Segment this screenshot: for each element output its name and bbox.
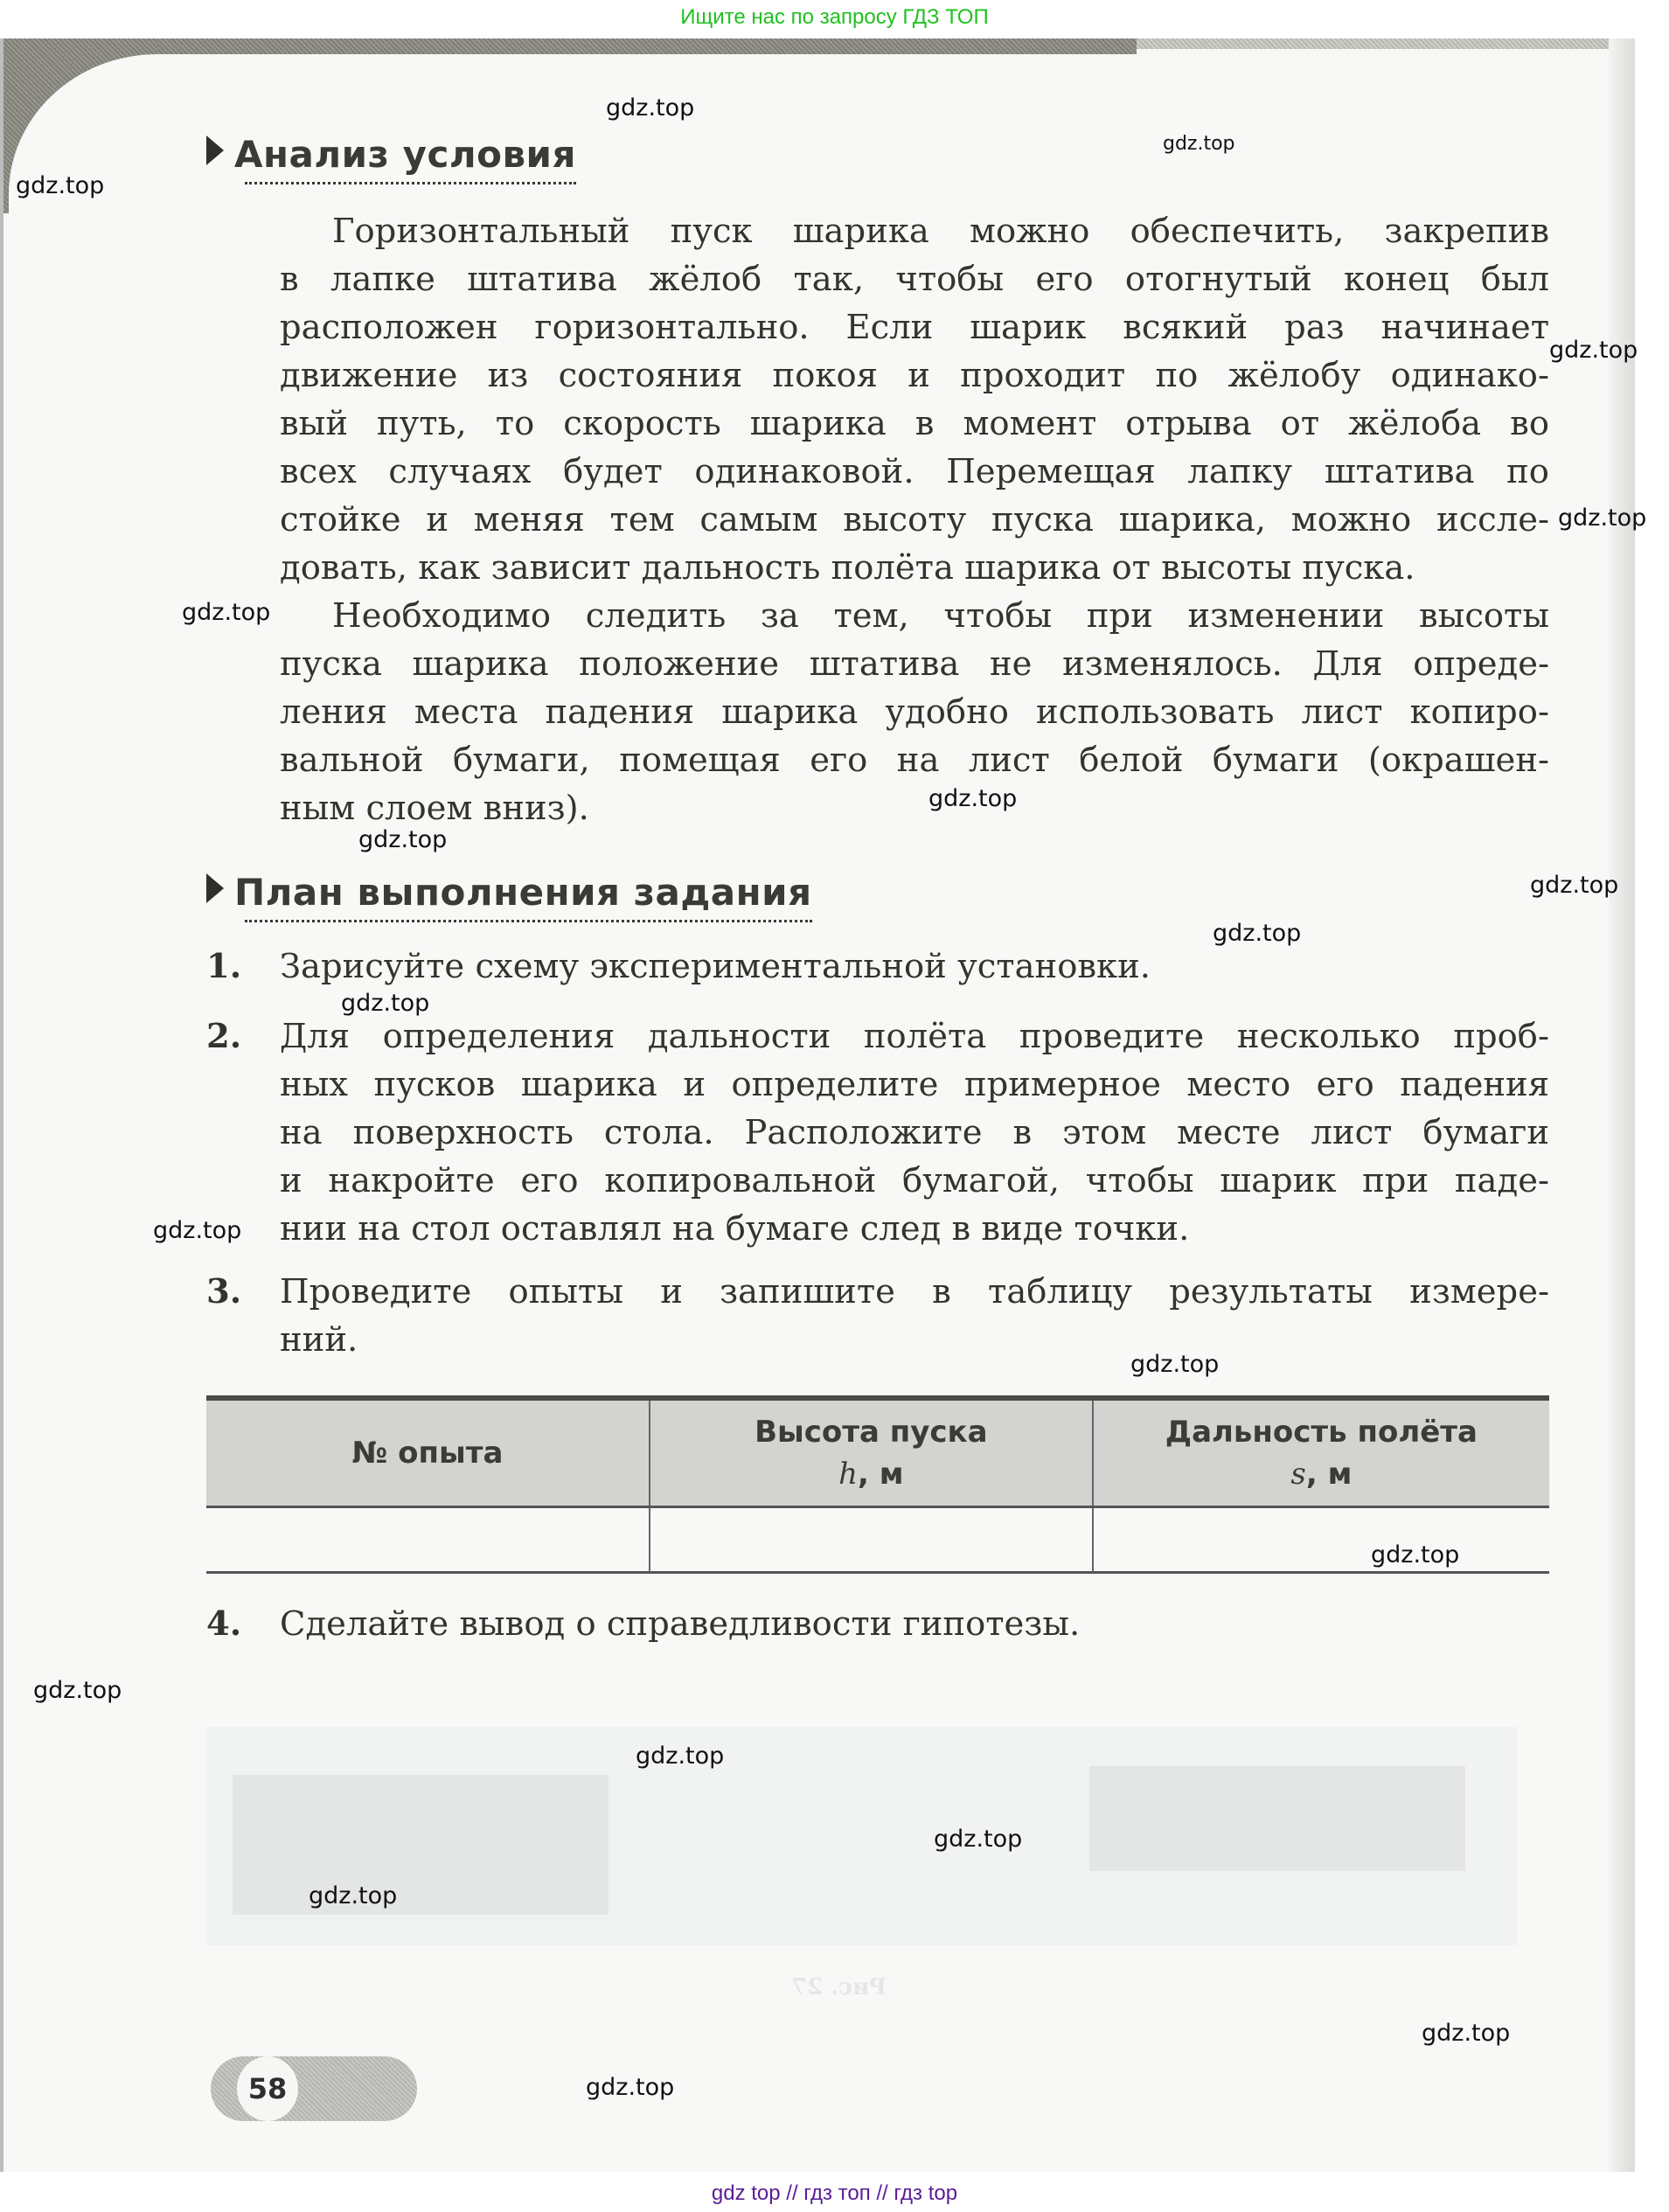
watermark: gdz.top — [1422, 2020, 1511, 2047]
list-item-number: 2. — [206, 1017, 242, 1056]
watermark: gdz.top — [341, 990, 430, 1017]
text-line: нии на стол оставлял на бумаге след в виде точки. — [280, 1209, 1190, 1249]
table-header-row — [206, 1398, 1549, 1507]
plan-item-3 — [280, 1268, 1549, 1364]
header-unit: , м — [857, 1457, 904, 1492]
watermark: gdz.top — [1163, 133, 1235, 155]
watermark: gdz.top — [636, 1742, 725, 1770]
triangle-bullet-icon — [206, 873, 224, 903]
table-cell-trial-number[interactable] — [206, 1507, 650, 1573]
text-line: в лапке штатива жёлоб так, чтобы его отогнутый конец был — [280, 260, 1549, 299]
header-label: Высота пуска — [755, 1415, 988, 1450]
watermark: gdz.top — [309, 1882, 398, 1909]
section-title: Анализ условия — [234, 133, 576, 176]
analysis-paragraph-1 — [280, 207, 1549, 592]
header-variable: h — [838, 1457, 858, 1492]
text-line: Для определения дальности полёта проведите несколько проб- — [280, 1017, 1549, 1056]
section-heading-analysis — [206, 133, 576, 176]
analysis-paragraph-2 — [280, 592, 1549, 832]
figure-caption: Рис. 27 — [791, 1974, 887, 2000]
triangle-bullet-icon — [206, 136, 224, 165]
watermark: gdz.top — [1558, 504, 1647, 532]
text-line: на поверхность стола. Расположите в этом месте лист бумаги — [280, 1113, 1549, 1152]
page-left-edge — [0, 38, 3, 2172]
page-top-shading — [0, 38, 1137, 56]
bottom-banner[interactable]: gdz top // гдз топ // гдз top — [0, 2175, 1669, 2212]
results-table — [206, 1395, 1549, 1574]
page-top-shading-light — [1137, 38, 1635, 49]
text-line: всех случаях будет одинаковой. Перемещая лапку штатива по — [280, 452, 1549, 491]
watermark: gdz.top — [606, 94, 695, 122]
list-item-number: 4. — [206, 1604, 242, 1644]
text-line: ний. — [280, 1320, 358, 1360]
text-line: расположен горизонтально. Если шарик всякий раз начинает — [280, 308, 1549, 347]
dotted-underline — [245, 920, 812, 922]
header-label: Дальность полёта — [1165, 1415, 1478, 1450]
page-number-badge — [211, 2056, 417, 2121]
text-line: вальной бумаги, помещая его на лист белой бумаги (окрашен- — [280, 741, 1549, 780]
table-cell-launch-height[interactable] — [650, 1507, 1093, 1573]
watermark: gdz.top — [33, 1677, 122, 1704]
text-line: Зарисуйте схему экспериментальной установки. — [280, 947, 1151, 986]
column-header-flight-distance — [1093, 1398, 1549, 1507]
text-line: Необходимо следить за тем, чтобы при изменении высоты — [332, 596, 1549, 636]
list-item-number: 3. — [206, 1272, 242, 1311]
text-line: вый путь, то скорость шарика в момент отрыва от жёлоба во — [280, 404, 1549, 443]
watermark: gdz.top — [153, 1217, 242, 1244]
top-banner[interactable]: Ищите нас по запросу ГДЗ ТОП — [0, 0, 1669, 35]
header-variable: s — [1290, 1457, 1306, 1492]
text-line: ных пусков шарика и определите примерное место его падения — [280, 1065, 1549, 1104]
watermark: gdz.top — [1213, 920, 1302, 947]
text-line: стойке и меняя тем самым высоту пуска шарика, можно иссле- — [280, 500, 1549, 539]
bleed-through-figure — [206, 1727, 1518, 1945]
text-line: довать, как зависит дальность полёта шарика от высоты пуска. — [280, 548, 1415, 588]
watermark: gdz.top — [358, 826, 448, 853]
watermark: gdz.top — [1371, 1541, 1460, 1569]
watermark: gdz.top — [934, 1826, 1023, 1853]
section-heading-plan — [206, 871, 812, 914]
text-line: и накройте его копировальной бумагой, чтобы шарик при паде- — [280, 1161, 1549, 1200]
plan-item-4 — [280, 1600, 1549, 1648]
plan-item-2 — [280, 1012, 1549, 1253]
ghost-shape — [233, 1775, 608, 1915]
text-line: Проведите опыты и запишите в таблицу результаты измере- — [280, 1272, 1549, 1311]
watermark: gdz.top — [1549, 337, 1638, 364]
watermark: gdz.top — [1130, 1351, 1220, 1378]
section-title: План выполнения задания — [234, 871, 812, 914]
watermark: gdz.top — [16, 172, 105, 199]
text-line: движение из состояния покоя и проходит по жёлобу одинако- — [280, 356, 1549, 395]
watermark: gdz.top — [586, 2074, 675, 2101]
table-row — [206, 1507, 1549, 1573]
watermark: gdz.top — [928, 785, 1018, 812]
text-line: ным слоем вниз). — [280, 789, 589, 828]
header-unit: , м — [1305, 1457, 1353, 1492]
list-item-number: 1. — [206, 947, 242, 986]
page-number: 58 — [237, 2056, 298, 2121]
text-line: ления места падения шарика удобно использовать лист копиро- — [280, 692, 1549, 732]
text-line: Сделайте вывод о справедливости гипотезы. — [280, 1604, 1081, 1644]
watermark: gdz.top — [182, 599, 271, 626]
plan-item-1 — [280, 943, 1549, 991]
table-cell-flight-distance[interactable] — [1093, 1507, 1549, 1573]
text-line: Горизонтальный пуск шарика можно обеспечить, закрепив — [332, 212, 1549, 251]
watermark: gdz.top — [1530, 872, 1619, 899]
header-label: № опыта — [351, 1436, 504, 1471]
text-line: пуска шарика положение штатива не изменялось. Для опреде- — [280, 644, 1549, 684]
ghost-shape — [1089, 1766, 1465, 1871]
column-header-trial-number — [206, 1398, 650, 1507]
column-header-launch-height — [650, 1398, 1093, 1507]
dotted-underline — [245, 182, 576, 184]
